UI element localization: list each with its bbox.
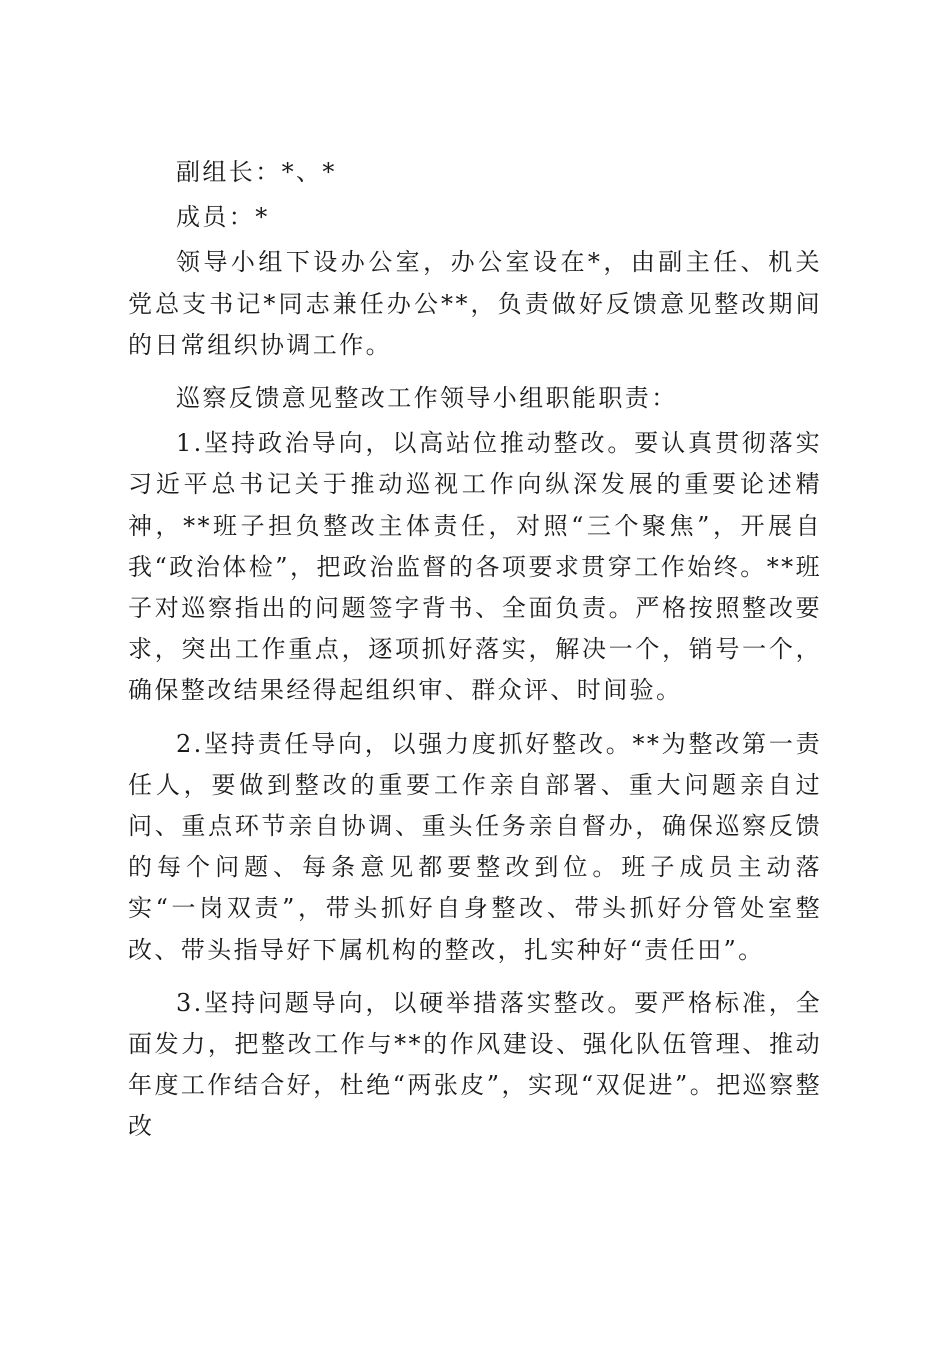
paragraph-duty-1: 1.坚持政治导向，以高站位推动整改。要认真贯彻落实习近平总书记关于推动巡视工作向纵深发展的重要论述精神，**班子担负整改主体责任，对照“三个聚焦”，开展自我“政治体检”，把政治监督的各项要求贯穿工作始终。**班子对巡察指出的问题签字背书、全面负责。严格按照整改要求，突出工作重点，逐项抓好落实，解决一个，销号一个，确保整改结果经得起组织审、群众评、时间验。 <box>128 429 822 705</box>
document-body <box>128 152 822 1152</box>
paragraph-duty-3: 3.坚持问题导向，以硬举措落实整改。要严格标准，全面发力，把整改工作与**的作风建设、强化队伍管理、推动年度工作结合好，杜绝“两张皮”，实现“双促进”。把巡察整改 <box>128 988 822 1141</box>
paragraph-duty-2: 2.坚持责任导向，以强力度抓好整改。**为整改第一责任人，要做到整改的重要工作亲自部署、重大问题亲自过问、重点环节亲自协调、重头任务亲自督办，确保巡察反馈的每个问题、每条意见都要整改到位。班子成员主动落实“一岗双责”，带头抓好自身整改、带头抓好分管处室整改、带头指导好下属机构的整改，扎实种好“责任田”。 <box>128 729 822 964</box>
paragraph-members: 成员：* <box>176 203 270 232</box>
paragraph-office: 领导小组下设办公室，办公室设在*，由副主任、机关党总支书记*同志兼任办公**，负责做好反馈意见整改期间的日常组织协调工作。 <box>128 248 822 359</box>
paragraph-deputy-leaders: 副组长：*、* <box>176 158 337 186</box>
paragraph-duties-heading: 巡察反馈意见整改工作领导小组职能职责： <box>176 384 678 413</box>
